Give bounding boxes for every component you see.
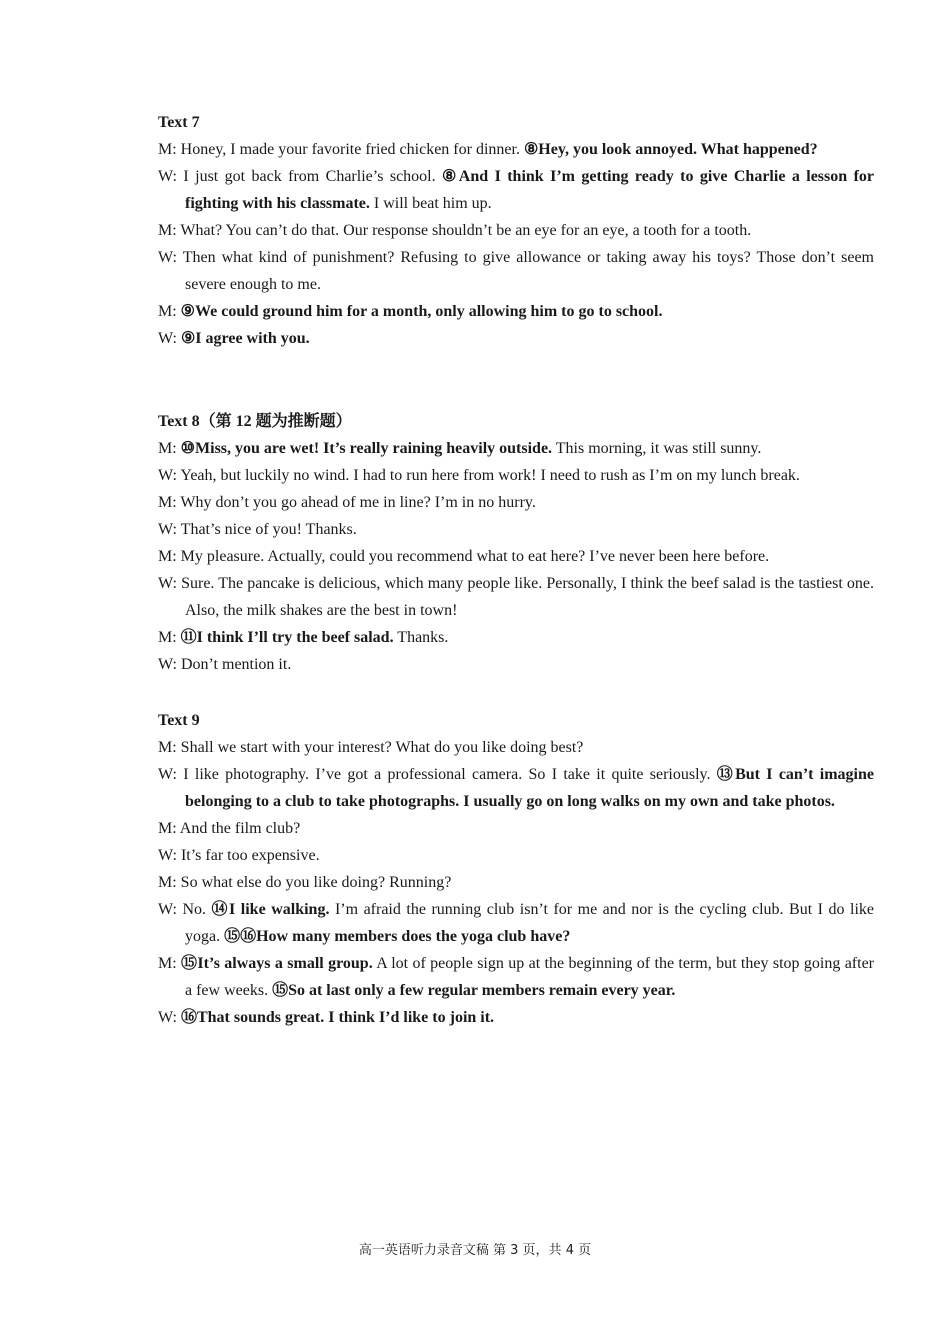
dialogue-text: Sure. The pancake is delicious, which many people like. Personally, I think the beef salad is the tastiest one. Also, the milk shakes are the best in town! [181,575,875,619]
dialogue-text: Why don’t you go ahead of me in line? I’m in no hurry. [180,494,536,511]
speaker-label: W: [158,467,181,484]
answer-key-text: ⑮So at last only a few regular members remain every year. [272,982,676,999]
answer-key-text: ⑭I like walking. [211,901,330,918]
dialogue-line [158,950,874,1004]
dialogue-text: That’s nice of you! Thanks. [180,521,357,538]
dialogue-line [158,163,874,217]
section-text-7 [158,109,874,352]
dialogue-text: I just got back from Charlie’s school. [183,168,443,185]
dialogue-line [158,761,874,815]
speaker-label: M: [158,440,181,457]
speaker-label: W: [158,1009,181,1026]
speaker-label: M: [158,141,181,158]
dialogue-text: So what else do you like doing? Running? [180,874,452,891]
answer-key-text: ⑮It’s always a small group. [181,955,373,972]
speaker-label: W: [158,249,183,266]
section-text-8 [158,408,874,678]
speaker-label: M: [158,494,181,511]
dialogue-line [158,570,874,624]
dialogue-text: A lot of people sign up at the beginning of the term, but they stop going after a few weeks. [185,955,874,999]
speaker-label: M: [158,739,181,756]
speaker-label: M: [158,548,181,565]
answer-key-text: ⑪I think I’ll try the beef salad. [180,629,394,646]
dialogue-line [158,516,874,543]
speaker-label: W: [158,330,181,347]
speaker-label: W: [158,766,184,783]
dialogue-text: It’s far too expensive. [180,847,320,864]
section-title: Text 7 [158,114,200,131]
speaker-label: W: [158,656,181,673]
speaker-label: M: [158,222,181,239]
answer-key-text: ⑬But I can’t imagine belonging to a club to take photographs. I usually go on long walks on my own and take photos. [185,766,874,810]
speaker-label: W: [158,575,182,592]
dialogue-line [158,543,874,570]
dialogue-text: What? You can’t do that. Our response shouldn’t be an eye for an eye, a tooth for a tooth. [180,222,752,239]
dialogue-line [158,462,874,489]
answer-key-text: ⑨We could ground him for a month, only allowing him to go to school. [180,303,663,320]
dialogue-line [158,734,874,761]
section-title: Text 9 [158,712,200,729]
dialogue-line [158,869,874,896]
speaker-label: W: [158,168,184,185]
dialogue-line [158,298,874,325]
speaker-label: W: [158,847,181,864]
dialogue-text: Yeah, but luckily no wind. I had to run here from work! I need to rush as I’m on my lunch break. [180,467,800,484]
speaker-label: W: [158,521,181,538]
section-text-9 [158,707,874,1031]
dialogue-text: Honey, I made your favorite fried chicken for dinner. [180,141,524,158]
dialogue-text: Don’t mention it. [180,656,292,673]
dialogue-line [158,624,874,651]
answer-key-text: ⑩Miss, you are wet! It’s really raining heavily outside. [180,440,553,457]
answer-key-text: ⑨I agree with you. [180,330,310,347]
answer-key-text: ⑮⑯How many members does the yoga club have? [224,928,571,945]
dialogue-line [158,325,874,352]
page-footer: 高一英语听力录音文稿 第 3 页，共 4 页 [358,1243,592,1258]
dialogue-line [158,651,874,678]
dialogue-text: Then what kind of punishment? Refusing to give allowance or taking away his toys? Those don’t seem severe enough to me. [182,249,875,293]
speaker-label: M: [158,955,182,972]
dialogue-lines [158,435,874,678]
dialogue-text: I will beat him up. [369,195,492,212]
speaker-label: M: [158,303,181,320]
dialogue-text: And the film club? [179,820,301,837]
dialogue-line [158,244,874,298]
dialogue-line [158,842,874,869]
dialogue-text: My pleasure. Actually, could you recommend what to eat here? I’ve never been here before. [180,548,770,565]
dialogue-text: I’m afraid the running club isn’t for me and nor is the cycling club. But I do like yoga. [185,901,875,945]
speaker-label: M: [158,629,181,646]
answer-key-text: ⑯That sounds great. I think I’d like to join it. [180,1009,495,1026]
dialogue-line [158,217,874,244]
dialogue-text: Shall we start with your interest? What do you like doing best? [180,739,584,756]
dialogue-line [158,1004,874,1031]
dialogue-text: No. [182,901,212,918]
dialogue-line [158,489,874,516]
speaker-label: M: [158,874,181,891]
dialogue-line [158,136,874,163]
dialogue-text: Thanks. [393,629,449,646]
dialogue-line [158,896,874,950]
speaker-label: W: [158,901,183,918]
dialogue-line [158,815,874,842]
dialogue-text: I like photography. I’ve got a professional camera. So I take it quite seriously. [183,766,717,783]
dialogue-line [158,435,874,462]
dialogue-lines [158,136,874,352]
dialogue-text: This morning, it was still sunny. [552,440,762,457]
answer-key-text: ⑧Hey, you look annoyed. What happened? [523,141,818,158]
speaker-label: M: [158,820,180,837]
dialogue-lines [158,734,874,1031]
section-title: Text 8（第 12 题为推断题） [158,413,352,430]
answer-key-text: ⑧And I think I’m getting ready to give Charlie a lesson for fighting with his classmate. [185,168,875,212]
